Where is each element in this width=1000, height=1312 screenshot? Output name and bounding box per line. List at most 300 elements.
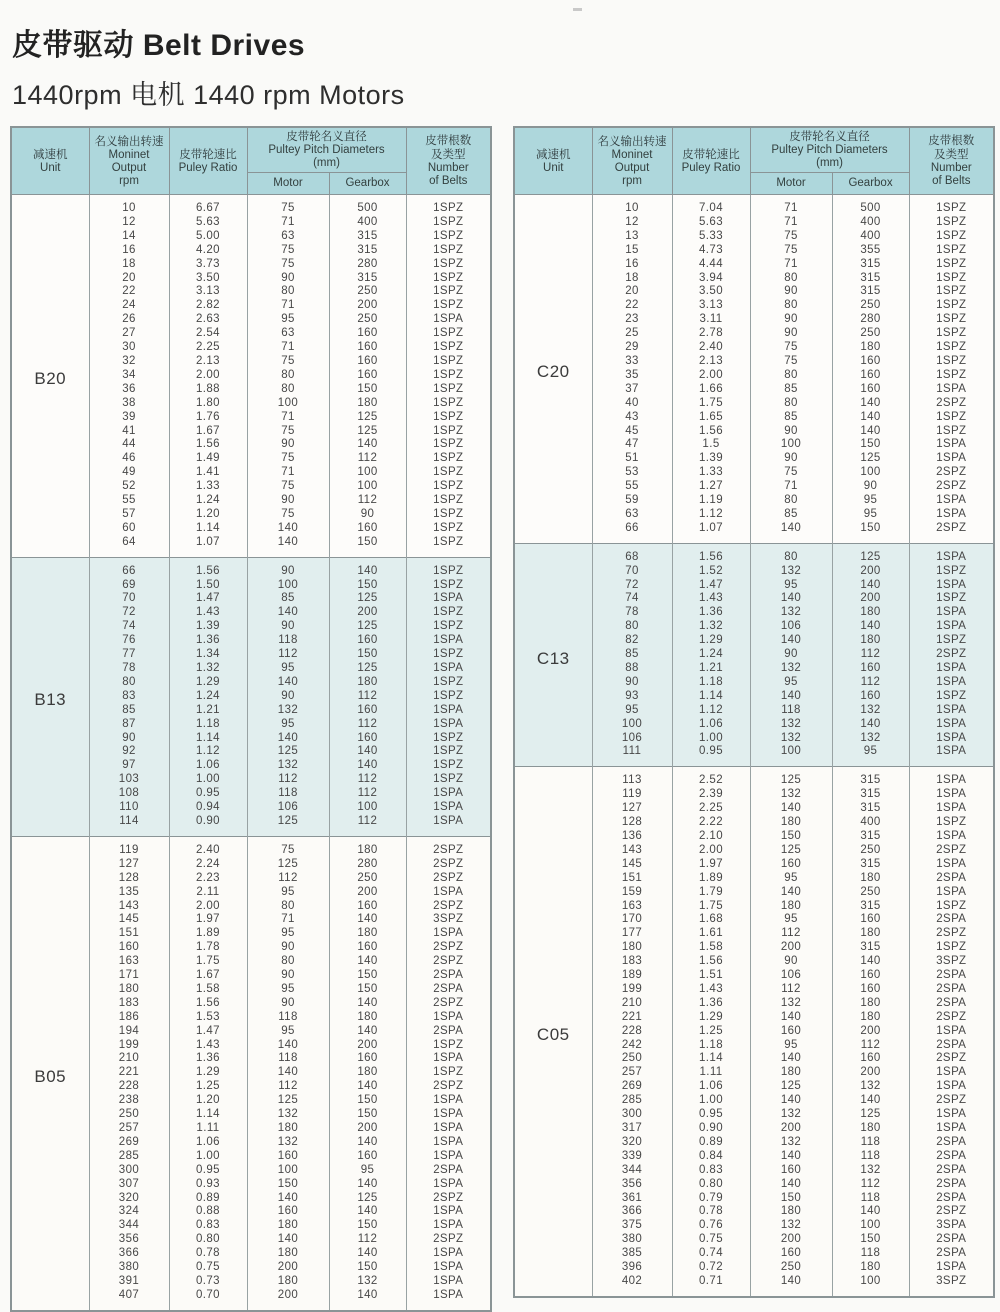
output-rpm-cell: 103 bbox=[89, 773, 169, 787]
ratio-cell: 0.80 bbox=[169, 1233, 247, 1247]
output-rpm-cell: 12 bbox=[592, 216, 672, 230]
ratio-cell: 2.25 bbox=[169, 341, 247, 355]
output-rpm-cell: 300 bbox=[89, 1164, 169, 1178]
motor-diameter-cell: 80 bbox=[750, 543, 832, 564]
ratio-cell: 0.90 bbox=[169, 815, 247, 836]
output-rpm-cell: 375 bbox=[592, 1219, 672, 1233]
gearbox-diameter-cell: 180 bbox=[832, 997, 909, 1011]
ratio-cell: 1.36 bbox=[672, 606, 750, 620]
belts-cell: 2SPA bbox=[406, 969, 491, 983]
belts-cell: 1SPZ bbox=[909, 327, 994, 341]
belts-cell: 1SPZ bbox=[406, 648, 491, 662]
ratio-cell: 2.52 bbox=[672, 767, 750, 788]
gearbox-diameter-cell: 100 bbox=[329, 480, 406, 494]
output-rpm-cell: 24 bbox=[89, 299, 169, 313]
belts-cell: 1SPZ bbox=[406, 285, 491, 299]
output-rpm-cell: 51 bbox=[592, 452, 672, 466]
output-rpm-cell: 180 bbox=[592, 941, 672, 955]
output-rpm-cell: 163 bbox=[89, 955, 169, 969]
belts-cell: 1SPZ bbox=[909, 634, 994, 648]
gearbox-diameter-cell: 140 bbox=[329, 1178, 406, 1192]
motor-diameter-cell: 140 bbox=[247, 1039, 329, 1053]
ratio-cell: 2.00 bbox=[672, 369, 750, 383]
ratio-cell: 1.00 bbox=[169, 773, 247, 787]
ratio-cell: 1.47 bbox=[169, 592, 247, 606]
belts-cell: 2SPZ bbox=[406, 872, 491, 886]
ratio-cell: 2.54 bbox=[169, 327, 247, 341]
motor-diameter-cell: 80 bbox=[750, 369, 832, 383]
gearbox-diameter-cell: 150 bbox=[329, 969, 406, 983]
gearbox-diameter-cell: 180 bbox=[832, 872, 909, 886]
motor-diameter-cell: 200 bbox=[750, 1122, 832, 1136]
gearbox-diameter-cell: 180 bbox=[329, 927, 406, 941]
table-row bbox=[11, 195, 491, 216]
gearbox-diameter-cell: 250 bbox=[832, 327, 909, 341]
belts-cell: 2SPZ bbox=[406, 941, 491, 955]
ratio-cell: 3.13 bbox=[169, 285, 247, 299]
ratio-cell: 0.74 bbox=[672, 1247, 750, 1261]
motor-diameter-cell: 150 bbox=[750, 830, 832, 844]
belts-cell: 1SPZ bbox=[406, 272, 491, 286]
gearbox-diameter-cell: 315 bbox=[832, 900, 909, 914]
output-rpm-cell: 93 bbox=[592, 690, 672, 704]
ratio-cell: 1.34 bbox=[169, 648, 247, 662]
gearbox-diameter-cell: 140 bbox=[329, 955, 406, 969]
ratio-cell: 2.13 bbox=[169, 355, 247, 369]
output-rpm-cell: 250 bbox=[592, 1052, 672, 1066]
output-rpm-cell: 160 bbox=[89, 941, 169, 955]
output-rpm-cell: 238 bbox=[89, 1094, 169, 1108]
motor-diameter-cell: 160 bbox=[247, 1150, 329, 1164]
motor-diameter-cell: 90 bbox=[750, 313, 832, 327]
belts-cell: 1SPZ bbox=[909, 313, 994, 327]
belts-cell: 1SPZ bbox=[406, 494, 491, 508]
output-rpm-cell: 74 bbox=[89, 620, 169, 634]
motor-diameter-cell: 80 bbox=[247, 369, 329, 383]
belts-cell: 1SPA bbox=[406, 1275, 491, 1289]
gearbox-diameter-cell: 160 bbox=[329, 355, 406, 369]
belts-cell: 1SPZ bbox=[406, 258, 491, 272]
output-rpm-cell: 145 bbox=[89, 913, 169, 927]
belts-cell: 1SPZ bbox=[909, 425, 994, 439]
output-rpm-cell: 320 bbox=[89, 1192, 169, 1206]
ratio-cell: 3.50 bbox=[672, 285, 750, 299]
ratio-cell: 2.78 bbox=[672, 327, 750, 341]
motor-diameter-cell: 80 bbox=[247, 285, 329, 299]
belts-cell: 1SPZ bbox=[406, 773, 491, 787]
output-rpm-cell: 10 bbox=[89, 195, 169, 216]
output-rpm-cell: 385 bbox=[592, 1247, 672, 1261]
belts-cell: 1SPA bbox=[909, 620, 994, 634]
motor-diameter-cell: 100 bbox=[247, 397, 329, 411]
output-rpm-cell: 72 bbox=[89, 606, 169, 620]
motor-diameter-cell: 125 bbox=[750, 1080, 832, 1094]
motor-diameter-cell: 125 bbox=[247, 815, 329, 836]
table-row bbox=[514, 767, 994, 788]
motor-diameter-cell: 95 bbox=[750, 913, 832, 927]
output-rpm-cell: 22 bbox=[592, 299, 672, 313]
ratio-cell: 1.12 bbox=[672, 704, 750, 718]
col-header-gearbox: Gearbox bbox=[329, 173, 406, 195]
belts-cell: 2SPA bbox=[406, 983, 491, 997]
motor-diameter-cell: 80 bbox=[750, 272, 832, 286]
gearbox-diameter-cell: 280 bbox=[329, 858, 406, 872]
gearbox-diameter-cell: 160 bbox=[329, 900, 406, 914]
gearbox-diameter-cell: 125 bbox=[832, 543, 909, 564]
output-rpm-cell: 41 bbox=[89, 425, 169, 439]
gearbox-diameter-cell: 180 bbox=[329, 1011, 406, 1025]
belts-cell: 1SPZ bbox=[909, 369, 994, 383]
ratio-cell: 5.33 bbox=[672, 230, 750, 244]
motor-diameter-cell: 71 bbox=[247, 299, 329, 313]
output-rpm-cell: 20 bbox=[592, 285, 672, 299]
output-rpm-cell: 356 bbox=[592, 1178, 672, 1192]
belts-cell: 1SPZ bbox=[909, 411, 994, 425]
motor-diameter-cell: 75 bbox=[750, 355, 832, 369]
output-rpm-cell: 45 bbox=[592, 425, 672, 439]
motor-diameter-cell: 71 bbox=[247, 411, 329, 425]
output-rpm-cell: 177 bbox=[592, 927, 672, 941]
ratio-cell: 1.18 bbox=[672, 1039, 750, 1053]
gearbox-diameter-cell: 160 bbox=[832, 913, 909, 927]
motor-diameter-cell: 132 bbox=[247, 704, 329, 718]
gearbox-diameter-cell: 180 bbox=[832, 634, 909, 648]
output-rpm-cell: 20 bbox=[89, 272, 169, 286]
motor-diameter-cell: 140 bbox=[750, 592, 832, 606]
belts-cell: 1SPZ bbox=[406, 745, 491, 759]
belts-cell: 2SPZ bbox=[909, 648, 994, 662]
output-rpm-cell: 210 bbox=[89, 1052, 169, 1066]
motor-diameter-cell: 90 bbox=[247, 620, 329, 634]
col-header-output: 名义输出转速 Moninet Output rpm bbox=[89, 127, 169, 195]
motor-diameter-cell: 132 bbox=[750, 1108, 832, 1122]
motor-diameter-cell: 75 bbox=[247, 480, 329, 494]
ratio-cell: 1.25 bbox=[169, 1080, 247, 1094]
motor-diameter-cell: 132 bbox=[750, 565, 832, 579]
motor-diameter-cell: 112 bbox=[750, 927, 832, 941]
gearbox-diameter-cell: 200 bbox=[329, 1039, 406, 1053]
output-rpm-cell: 85 bbox=[592, 648, 672, 662]
motor-diameter-cell: 75 bbox=[247, 508, 329, 522]
gearbox-diameter-cell: 140 bbox=[329, 438, 406, 452]
motor-diameter-cell: 112 bbox=[750, 983, 832, 997]
motor-diameter-cell: 75 bbox=[247, 258, 329, 272]
output-rpm-cell: 143 bbox=[592, 844, 672, 858]
gearbox-diameter-cell: 315 bbox=[832, 858, 909, 872]
motor-diameter-cell: 180 bbox=[247, 1122, 329, 1136]
belts-cell: 2SPZ bbox=[406, 1080, 491, 1094]
output-rpm-cell: 391 bbox=[89, 1275, 169, 1289]
output-rpm-cell: 228 bbox=[592, 1025, 672, 1039]
col-header-belts: 皮带根数 及类型 Number of Belts bbox=[406, 127, 491, 195]
ratio-cell: 1.53 bbox=[169, 1011, 247, 1025]
ratio-cell: 2.63 bbox=[169, 313, 247, 327]
gearbox-diameter-cell: 140 bbox=[329, 745, 406, 759]
output-rpm-cell: 90 bbox=[89, 732, 169, 746]
belts-cell: 1SPZ bbox=[406, 620, 491, 634]
belts-cell: 2SPA bbox=[909, 1178, 994, 1192]
motor-diameter-cell: 90 bbox=[247, 557, 329, 578]
output-rpm-cell: 77 bbox=[89, 648, 169, 662]
gearbox-diameter-cell: 315 bbox=[832, 802, 909, 816]
gearbox-diameter-cell: 112 bbox=[832, 1178, 909, 1192]
output-rpm-cell: 66 bbox=[592, 522, 672, 543]
belts-cell: 1SPZ bbox=[406, 690, 491, 704]
gearbox-diameter-cell: 95 bbox=[832, 745, 909, 766]
output-rpm-cell: 68 bbox=[592, 543, 672, 564]
unit-label-C05: C05 bbox=[514, 767, 592, 1297]
output-rpm-cell: 163 bbox=[592, 900, 672, 914]
output-rpm-cell: 285 bbox=[89, 1150, 169, 1164]
ratio-cell: 1.14 bbox=[672, 690, 750, 704]
belts-cell: 1SPA bbox=[406, 592, 491, 606]
belt-drive-table-left bbox=[10, 126, 492, 1312]
motor-diameter-cell: 140 bbox=[247, 1192, 329, 1206]
belts-cell: 1SPZ bbox=[909, 195, 994, 216]
ratio-cell: 1.14 bbox=[169, 732, 247, 746]
col-header-ratio: 皮带轮速比 Puley Ratio bbox=[672, 127, 750, 195]
motor-diameter-cell: 140 bbox=[750, 1094, 832, 1108]
motor-diameter-cell: 140 bbox=[750, 1052, 832, 1066]
belts-cell: 2SPA bbox=[909, 969, 994, 983]
gearbox-diameter-cell: 100 bbox=[832, 1275, 909, 1297]
belts-cell: 1SPZ bbox=[909, 216, 994, 230]
output-rpm-cell: 221 bbox=[89, 1066, 169, 1080]
ratio-cell: 3.13 bbox=[672, 299, 750, 313]
belts-cell: 2SPA bbox=[909, 1233, 994, 1247]
motor-diameter-cell: 140 bbox=[247, 606, 329, 620]
gearbox-diameter-cell: 250 bbox=[329, 872, 406, 886]
table-row bbox=[514, 195, 994, 216]
ratio-cell: 1.88 bbox=[169, 383, 247, 397]
gearbox-diameter-cell: 280 bbox=[329, 258, 406, 272]
output-rpm-cell: 183 bbox=[592, 955, 672, 969]
output-rpm-cell: 402 bbox=[592, 1275, 672, 1297]
table-row bbox=[11, 836, 491, 857]
motor-diameter-cell: 200 bbox=[750, 941, 832, 955]
ratio-cell: 0.88 bbox=[169, 1205, 247, 1219]
belts-cell: 1SPZ bbox=[406, 759, 491, 773]
ratio-cell: 0.89 bbox=[169, 1192, 247, 1206]
gearbox-diameter-cell: 95 bbox=[832, 508, 909, 522]
belts-cell: 1SPZ bbox=[406, 195, 491, 216]
motor-diameter-cell: 106 bbox=[247, 801, 329, 815]
belts-cell: 1SPA bbox=[909, 1122, 994, 1136]
gearbox-diameter-cell: 160 bbox=[329, 1150, 406, 1164]
motor-diameter-cell: 75 bbox=[750, 244, 832, 258]
output-rpm-cell: 269 bbox=[592, 1080, 672, 1094]
gearbox-diameter-cell: 160 bbox=[329, 341, 406, 355]
output-rpm-cell: 32 bbox=[89, 355, 169, 369]
motor-diameter-cell: 90 bbox=[750, 285, 832, 299]
belts-cell: 1SPZ bbox=[406, 341, 491, 355]
output-rpm-cell: 26 bbox=[89, 313, 169, 327]
gearbox-diameter-cell: 132 bbox=[832, 704, 909, 718]
ratio-cell: 1.14 bbox=[672, 1052, 750, 1066]
belts-cell: 1SPA bbox=[406, 801, 491, 815]
gearbox-diameter-cell: 132 bbox=[329, 1275, 406, 1289]
ratio-cell: 1.07 bbox=[169, 536, 247, 557]
gearbox-diameter-cell: 315 bbox=[832, 258, 909, 272]
gearbox-diameter-cell: 180 bbox=[832, 1011, 909, 1025]
ratio-cell: 1.89 bbox=[672, 872, 750, 886]
belts-cell: 1SPA bbox=[406, 634, 491, 648]
output-rpm-cell: 361 bbox=[592, 1192, 672, 1206]
ratio-cell: 2.10 bbox=[672, 830, 750, 844]
output-rpm-cell: 60 bbox=[89, 522, 169, 536]
ratio-cell: 1.06 bbox=[169, 759, 247, 773]
output-rpm-cell: 23 bbox=[592, 313, 672, 327]
motor-diameter-cell: 140 bbox=[750, 634, 832, 648]
belts-cell: 2SPZ bbox=[406, 836, 491, 857]
gearbox-diameter-cell: 90 bbox=[329, 508, 406, 522]
motor-diameter-cell: 80 bbox=[247, 955, 329, 969]
ratio-cell: 1.56 bbox=[169, 438, 247, 452]
motor-diameter-cell: 100 bbox=[750, 745, 832, 766]
belts-cell: 1SPZ bbox=[406, 355, 491, 369]
gearbox-diameter-cell: 160 bbox=[832, 983, 909, 997]
output-rpm-cell: 66 bbox=[89, 557, 169, 578]
belts-cell: 3SPZ bbox=[909, 1275, 994, 1297]
output-rpm-cell: 74 bbox=[592, 592, 672, 606]
gearbox-diameter-cell: 160 bbox=[832, 1052, 909, 1066]
gearbox-diameter-cell: 200 bbox=[329, 299, 406, 313]
output-rpm-cell: 38 bbox=[89, 397, 169, 411]
gearbox-diameter-cell: 112 bbox=[832, 1039, 909, 1053]
motor-diameter-cell: 118 bbox=[247, 787, 329, 801]
ratio-cell: 2.13 bbox=[672, 355, 750, 369]
gearbox-diameter-cell: 280 bbox=[832, 313, 909, 327]
ratio-cell: 1.39 bbox=[169, 620, 247, 634]
output-rpm-cell: 320 bbox=[592, 1136, 672, 1150]
output-rpm-cell: 106 bbox=[592, 732, 672, 746]
motor-diameter-cell: 132 bbox=[750, 1136, 832, 1150]
gearbox-diameter-cell: 160 bbox=[832, 369, 909, 383]
gearbox-diameter-cell: 400 bbox=[832, 216, 909, 230]
belts-cell: 2SPZ bbox=[909, 1052, 994, 1066]
ratio-cell: 1.00 bbox=[169, 1150, 247, 1164]
ratio-cell: 1.58 bbox=[672, 941, 750, 955]
output-rpm-cell: 366 bbox=[89, 1247, 169, 1261]
ratio-cell: 1.21 bbox=[169, 704, 247, 718]
motor-diameter-cell: 118 bbox=[247, 1011, 329, 1025]
output-rpm-cell: 78 bbox=[89, 662, 169, 676]
tables-container bbox=[0, 126, 1000, 1312]
gearbox-diameter-cell: 400 bbox=[329, 216, 406, 230]
ratio-cell: 2.22 bbox=[672, 816, 750, 830]
belts-cell: 1SPA bbox=[406, 718, 491, 732]
gearbox-diameter-cell: 140 bbox=[329, 1205, 406, 1219]
unit-label-C20: C20 bbox=[514, 195, 592, 544]
gearbox-diameter-cell: 150 bbox=[832, 1233, 909, 1247]
gearbox-diameter-cell: 118 bbox=[832, 1247, 909, 1261]
ratio-cell: 0.73 bbox=[169, 1275, 247, 1289]
belts-cell: 2SPA bbox=[909, 1039, 994, 1053]
output-rpm-cell: 317 bbox=[592, 1122, 672, 1136]
motor-diameter-cell: 112 bbox=[247, 773, 329, 787]
motor-diameter-cell: 125 bbox=[247, 745, 329, 759]
ratio-cell: 1.32 bbox=[169, 662, 247, 676]
output-rpm-cell: 151 bbox=[592, 872, 672, 886]
belts-cell: 1SPA bbox=[406, 1205, 491, 1219]
gearbox-diameter-cell: 315 bbox=[832, 830, 909, 844]
motor-diameter-cell: 125 bbox=[247, 858, 329, 872]
ratio-cell: 1.67 bbox=[169, 969, 247, 983]
belts-cell: 1SPZ bbox=[909, 355, 994, 369]
belts-cell: 1SPA bbox=[909, 1261, 994, 1275]
section-B20 bbox=[11, 195, 491, 558]
output-rpm-cell: 72 bbox=[592, 579, 672, 593]
motor-diameter-cell: 180 bbox=[247, 1219, 329, 1233]
motor-diameter-cell: 140 bbox=[750, 802, 832, 816]
belts-cell: 1SPZ bbox=[909, 941, 994, 955]
ratio-cell: 1.39 bbox=[672, 452, 750, 466]
motor-diameter-cell: 160 bbox=[247, 1205, 329, 1219]
belts-cell: 1SPA bbox=[406, 787, 491, 801]
ratio-cell: 1.20 bbox=[169, 1094, 247, 1108]
output-rpm-cell: 159 bbox=[592, 886, 672, 900]
gearbox-diameter-cell: 140 bbox=[832, 425, 909, 439]
motor-diameter-cell: 75 bbox=[247, 244, 329, 258]
gearbox-diameter-cell: 200 bbox=[329, 606, 406, 620]
motor-diameter-cell: 180 bbox=[750, 900, 832, 914]
gearbox-diameter-cell: 112 bbox=[329, 773, 406, 787]
belts-cell: 1SPA bbox=[909, 886, 994, 900]
gearbox-diameter-cell: 400 bbox=[832, 816, 909, 830]
motor-diameter-cell: 160 bbox=[750, 1164, 832, 1178]
belts-cell: 1SPA bbox=[406, 1122, 491, 1136]
belts-cell: 1SPZ bbox=[406, 466, 491, 480]
col-header-gearbox: Gearbox bbox=[832, 173, 909, 195]
motor-diameter-cell: 140 bbox=[750, 1011, 832, 1025]
table-head bbox=[514, 127, 994, 195]
ratio-cell: 0.93 bbox=[169, 1178, 247, 1192]
output-rpm-cell: 80 bbox=[592, 620, 672, 634]
motor-diameter-cell: 90 bbox=[247, 941, 329, 955]
ratio-cell: 1.33 bbox=[672, 466, 750, 480]
ratio-cell: 1.19 bbox=[672, 494, 750, 508]
belts-cell: 2SPZ bbox=[406, 1192, 491, 1206]
ratio-cell: 1.29 bbox=[672, 1011, 750, 1025]
motor-diameter-cell: 160 bbox=[750, 1025, 832, 1039]
output-rpm-cell: 80 bbox=[89, 676, 169, 690]
motor-diameter-cell: 140 bbox=[750, 522, 832, 543]
ratio-cell: 0.79 bbox=[672, 1192, 750, 1206]
unit-label-B20: B20 bbox=[11, 195, 89, 558]
ratio-cell: 1.14 bbox=[169, 522, 247, 536]
gearbox-diameter-cell: 125 bbox=[832, 452, 909, 466]
belts-cell: 2SPZ bbox=[406, 1233, 491, 1247]
motor-diameter-cell: 85 bbox=[750, 508, 832, 522]
gearbox-diameter-cell: 150 bbox=[832, 522, 909, 543]
belts-cell: 1SPA bbox=[909, 732, 994, 746]
gearbox-diameter-cell: 140 bbox=[832, 718, 909, 732]
motor-diameter-cell: 90 bbox=[247, 438, 329, 452]
gearbox-diameter-cell: 112 bbox=[329, 1233, 406, 1247]
gearbox-diameter-cell: 95 bbox=[329, 1164, 406, 1178]
ratio-cell: 2.00 bbox=[672, 844, 750, 858]
ratio-cell: 1.14 bbox=[169, 1108, 247, 1122]
motor-diameter-cell: 71 bbox=[247, 341, 329, 355]
output-rpm-cell: 46 bbox=[89, 452, 169, 466]
gearbox-diameter-cell: 315 bbox=[329, 272, 406, 286]
belts-cell: 1SPZ bbox=[406, 230, 491, 244]
motor-diameter-cell: 140 bbox=[247, 536, 329, 557]
gearbox-diameter-cell: 160 bbox=[329, 732, 406, 746]
motor-diameter-cell: 90 bbox=[750, 425, 832, 439]
ratio-cell: 1.24 bbox=[169, 494, 247, 508]
output-rpm-cell: 70 bbox=[89, 592, 169, 606]
